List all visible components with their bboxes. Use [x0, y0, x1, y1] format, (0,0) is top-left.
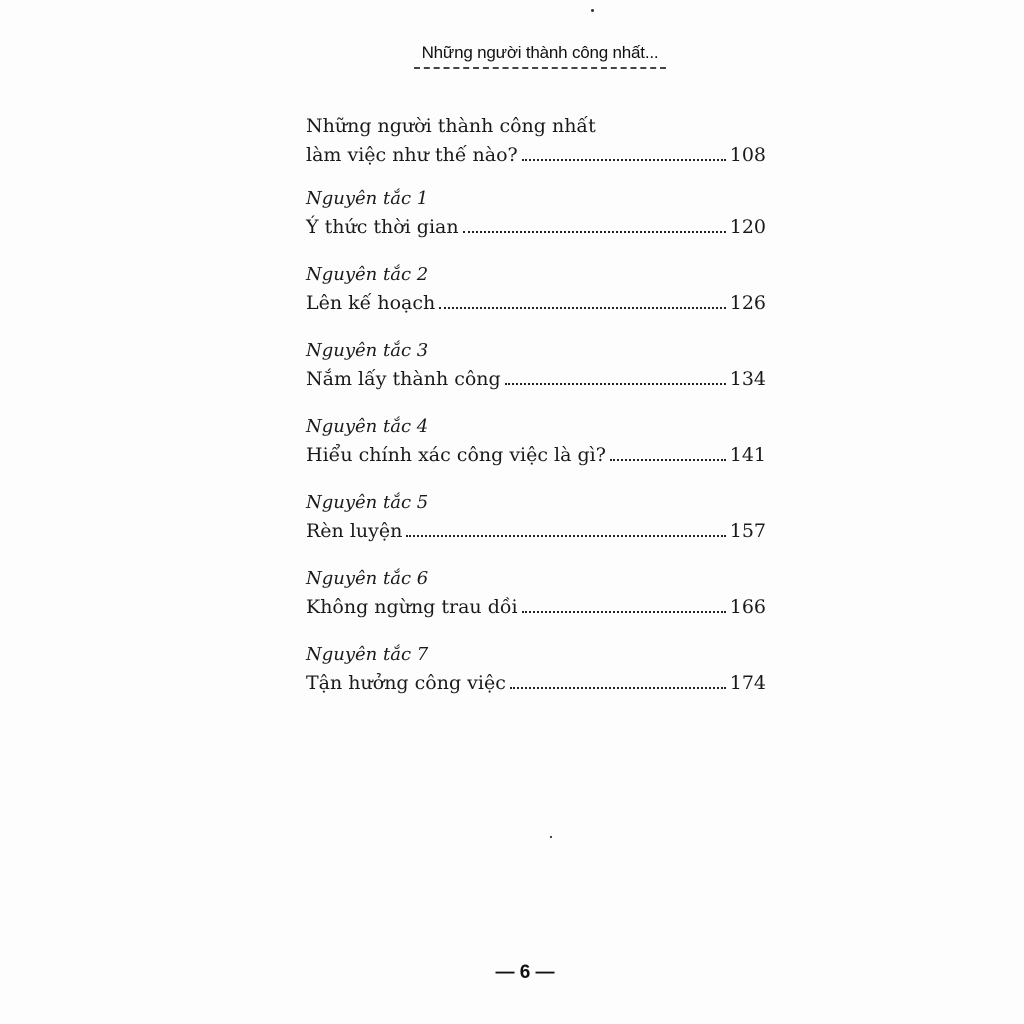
- toc-page-number: 157: [729, 520, 766, 542]
- toc-entry-rule-2: [306, 262, 766, 318]
- toc-entry-rule-4: [306, 414, 766, 470]
- rule-label: Nguyên tắc 7: [306, 644, 429, 665]
- page-number-footer: — 6 —: [495, 962, 555, 983]
- dot-leader: [510, 686, 726, 689]
- toc-page-number: 108: [729, 144, 766, 166]
- toc-title: Rèn luyện: [306, 520, 403, 542]
- dot-leader: [522, 158, 726, 161]
- toc-intro-line1: Những người thành công nhất: [306, 115, 596, 137]
- toc-title: Không ngừng trau dồi: [306, 596, 518, 618]
- dot-leader: [406, 534, 725, 537]
- dot-leader: [522, 610, 726, 613]
- toc-entry-intro: [306, 112, 766, 170]
- rule-label: Nguyên tắc 4: [306, 416, 429, 437]
- toc-entry-rule-3: [306, 338, 766, 394]
- toc-title: Lên kế hoạch: [306, 292, 436, 314]
- toc-title-line: [306, 212, 766, 242]
- rule-label: Nguyên tắc 2: [306, 264, 429, 285]
- toc-page-number: 126: [729, 292, 766, 314]
- toc-title: Nắm lấy thành công: [306, 368, 501, 390]
- toc-entry-rule-1: [306, 186, 766, 242]
- rule-label: Nguyên tắc 3: [306, 340, 429, 361]
- rule-label: Nguyên tắc 6: [306, 568, 429, 589]
- toc-title-line: [306, 592, 766, 622]
- dot-leader: [463, 230, 726, 233]
- toc-page-number: 120: [729, 216, 766, 238]
- toc-title: Tận hưởng công việc: [306, 672, 506, 694]
- toc-page-number: 141: [729, 444, 766, 466]
- rule-label: Nguyên tắc 5: [306, 492, 429, 513]
- toc-intro-title-line: [306, 140, 766, 170]
- toc-title-line: [306, 288, 766, 318]
- table-of-contents: [306, 112, 766, 718]
- toc-title: Hiểu chính xác công việc là gì?: [306, 444, 606, 466]
- rule-label: Nguyên tắc 1: [306, 188, 429, 209]
- toc-page-number: 174: [729, 672, 766, 694]
- toc-page-number: 134: [729, 368, 766, 390]
- running-header: [414, 42, 666, 69]
- toc-title-line: [306, 364, 766, 394]
- toc-intro-line2: làm việc như thế nào?: [306, 144, 518, 166]
- dot-leader: [505, 382, 726, 385]
- toc-title-line: [306, 668, 766, 698]
- speck-mark: [550, 836, 552, 838]
- dot-leader: [439, 306, 725, 309]
- toc-title-line: [306, 440, 766, 470]
- header-dashed-rule: [414, 67, 666, 69]
- toc-entry-rule-6: [306, 566, 766, 622]
- toc-title-line: [306, 516, 766, 546]
- toc-title: Ý thức thời gian: [306, 216, 459, 238]
- toc-entry-rule-5: [306, 490, 766, 546]
- toc-page-number: 166: [729, 596, 766, 618]
- speck-mark: [591, 9, 594, 12]
- toc-entry-rule-7: [306, 642, 766, 698]
- running-header-title: Những người thành công nhất...: [421, 43, 659, 62]
- dot-leader: [610, 458, 726, 461]
